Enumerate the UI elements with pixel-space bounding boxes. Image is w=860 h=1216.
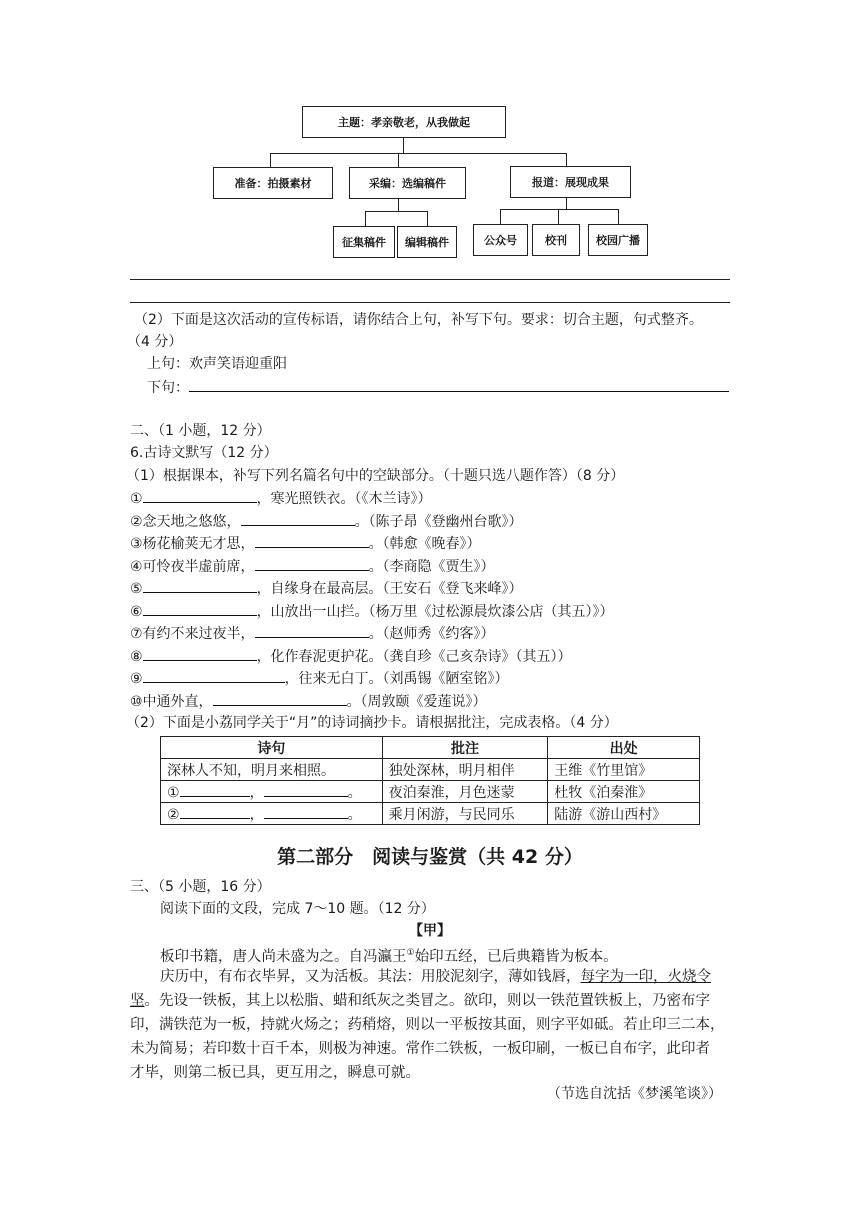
footnote-mark: ① [406,948,415,958]
table-row [161,781,700,803]
recitation-item: ⑥ ，山放出一山拦。（杨万里《过松源晨炊漆公店（其五）》） [130,600,614,624]
table-blank[interactable] [180,803,250,819]
recitation-item: ① ，寒光照铁衣。（《木兰诗》） [130,487,432,511]
diagram-branch-report: 报道：展现成果 [510,166,631,198]
diagram-leaf-editing: 编辑稿件 [397,226,457,258]
recitation-item: ⑩中通外直， 。（周敦颐《爱莲说》） [130,690,487,714]
diagram-leaf-radio: 校园广播 [588,224,648,256]
q2-upper-line: 上句：欢声笑语迎重阳 [147,356,287,372]
table-cell-source: 王维《竹里馆》 [548,759,700,781]
q2-answer-blank[interactable] [189,376,729,392]
underlined-sentence: 坚 [130,993,145,1009]
passage-line: 未为简易；若印数十百千本，则极为神速。常作二铁板，一板印刷，一板已自布字，此印者 [130,1041,710,1057]
recitation-item: ⑧ ，化作春泥更护花。（龚自珍《己亥杂诗》（其五）） [130,645,572,669]
diagram-root-box: 主题：孝亲敬老，从我做起 [302,106,506,138]
recitation-blank[interactable] [143,600,257,616]
table-header: 出处 [548,737,700,759]
q2-text: （2）下面是这次活动的宣传标语，请你结合上句，补写下句。要求：切合主题，句式整齐。 [134,312,703,328]
diagram-leaf-collect: 征集稿件 [333,226,395,258]
answer-line-1 [130,279,730,280]
recitation-blank[interactable] [143,645,257,661]
table-header-row [161,737,700,759]
diagram-leaf-wechat: 公众号 [473,224,528,256]
recitation-item: ③杨花榆荚无才思， 。（韩愈《晚春》） [130,532,481,556]
passage-line: 印，满铁范为一板，持就火炀之；药稍熔，则以一平板按其面，则字平如砥。若止印三二本， [130,1017,725,1033]
section2-heading: 二、（1 小题，12 分） [130,423,271,439]
recitation-item: ⑤ ，自缘身在最高层。（王安石《登飞来峰》） [130,577,523,601]
table-row [161,803,700,825]
table-cell-source: 杜牧《泊秦淮》 [548,781,700,803]
underlined-sentence: 每字为一印，火烧令 [580,969,711,985]
q2-lower-line [147,376,729,400]
table-row [161,759,700,781]
q6-1-instruction: （1）根据课本，补写下列名篇名句中的空缺部分。（十题只选八题作答）（8 分） [126,468,625,484]
recitation-blank[interactable] [255,532,369,548]
passage-line: 才毕，则第二板已具，更互用之，瞬息可就。 [130,1065,420,1081]
part2-title: 第二部分 阅读与鉴赏（共 42 分） [277,846,583,868]
diagram-branch-prepare: 准备：拍摄素材 [213,167,333,199]
answer-line-2 [130,302,730,303]
table-cell-poem: ① ， 。 [161,781,383,803]
table-cell-note: 夜泊秦淮，月色迷蒙 [382,781,548,803]
q6-title: 6.古诗文默写（12 分） [130,445,278,461]
table-cell-poem: 深林人不知，明月来相照。 [161,759,383,781]
recitation-item: ⑦有约不来过夜半， 。（赵师秀《约客》） [130,622,495,646]
section3-intro: 阅读下面的文段，完成 7～10 题。（12 分） [160,901,435,917]
table-cell-source: 陆游《游山西村》 [548,803,700,825]
recitation-blank[interactable] [213,690,347,706]
diagram-branch-edit: 采编：选编稿件 [349,167,466,199]
recitation-item: ②念天地之悠悠， 。（陈子昂《登幽州台歌》） [130,510,523,534]
recitation-blank[interactable] [143,667,285,683]
passage-line: 坚。先设一铁板，其上以松脂、蜡和纸灰之类冒之。欲印，则以一铁范置铁板上，乃密布字 [130,993,710,1009]
passage-line: 庆历中，有布衣毕昇，又为活板。其法：用胶泥刻字，薄如钱唇，每字为一印，火烧令 [160,969,711,985]
section3-heading: 三、（5 小题，16 分） [130,879,271,895]
recitation-blank[interactable] [241,510,355,526]
recitation-item: ⑨ ，往来无白丁。（刘禹锡《陋室铭》） [130,667,509,691]
table-blank[interactable] [264,781,348,797]
passage-source: （节选自沈括《梦溪笔谈》） [547,1086,722,1102]
diagram-leaf-journal: 校刊 [532,224,580,256]
table-blank[interactable] [180,781,250,797]
passage-jia-label: 【甲】 [409,923,451,939]
table-header: 诗句 [161,737,383,759]
recitation-blank[interactable] [143,487,257,503]
table-blank[interactable] [264,803,348,819]
table-cell-poem: ② ， 。 [161,803,383,825]
recitation-item: ④可怜夜半虚前席， 。（李商隐《贾生》） [130,555,495,579]
recitation-blank[interactable] [255,555,369,571]
q2-lower-label: 下句： [147,380,189,396]
recitation-blank[interactable] [143,577,257,593]
moon-poem-table [160,736,700,825]
passage-line: 板印书籍，唐人尚未盛为之。自冯瀛王①始印五经，已后典籍皆为板本。 [160,948,618,965]
q6-2-instruction: （2）下面是小荔同学关于“月”的诗词摘抄卡。请根据批注，完成表格。（4 分） [126,715,618,731]
q2-score: （4 分） [127,334,183,350]
recitation-blank[interactable] [255,622,369,638]
table-header: 批注 [382,737,548,759]
table-cell-note: 独处深林，明月相伴 [382,759,548,781]
table-cell-note: 乘月闲游，与民同乐 [382,803,548,825]
